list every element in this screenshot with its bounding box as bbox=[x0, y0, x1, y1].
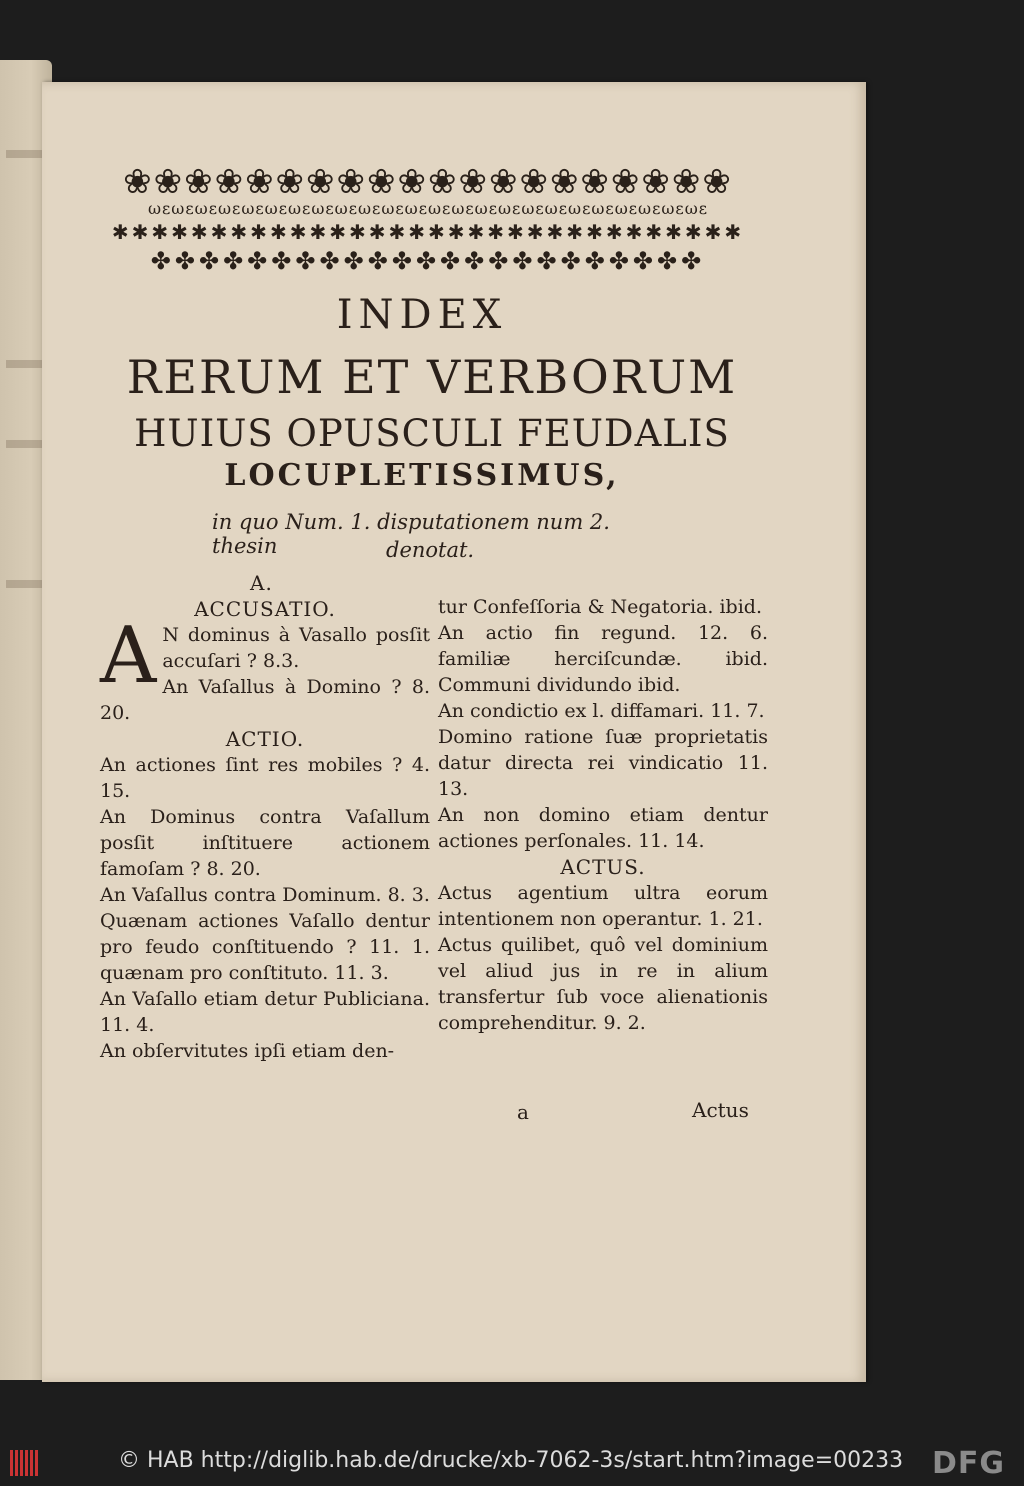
entry-actio-3: An Vaſallus contra Dominum. 8. 3. bbox=[100, 884, 430, 906]
entry-actio-5: An Vaſallo etiam detur Publiciana. 11. 4. bbox=[100, 988, 430, 1036]
signature-mark: a bbox=[517, 1100, 529, 1124]
title-index: INDEX bbox=[336, 292, 508, 338]
copyright-link[interactable]: © HAB http://diglib.hab.de/drucke/xb-7062-3s/start.htm?image=00233 bbox=[118, 1448, 904, 1473]
hab-logo-icon bbox=[10, 1450, 38, 1476]
right-column bbox=[438, 594, 768, 1036]
entry-text: N dominus à Vasallo posſit accuſari ? 8.3. bbox=[162, 624, 430, 672]
entry-actio-8: An condictio ex l. diffamari. 11. 7. bbox=[438, 700, 765, 722]
dfg-logo: DFG bbox=[932, 1446, 1006, 1481]
catchword: Actus bbox=[692, 1098, 749, 1122]
title-locupletissimus: LOCUPLETISSIMUS, bbox=[224, 458, 620, 493]
entry-actio-7: An actio fin regund. 12. 6. familiæ herciſcundæ. ibid. Communi dividundo ibid. bbox=[438, 622, 768, 696]
subtitle-line-1: in quo Num. 1. disputationem num 2. thesin bbox=[212, 510, 610, 558]
heading-accusatio: ACCUSATIO. bbox=[194, 597, 336, 621]
entry-actus-2: Actus quilibet, quô vel dominium vel aliud jus in re in alium transfertur ſub voce alienationis comprehenditur. 9. 2. bbox=[438, 934, 768, 1034]
entry-actio-1: An actiones ſint res mobiles ? 4. 15. bbox=[100, 754, 430, 802]
entry-actio-cont: tur Confeſſoria & Negatoria. ibid. bbox=[438, 596, 762, 618]
entry-actio-6: An obſervitutes ipſi etiam den- bbox=[100, 1040, 395, 1062]
ornament-stars-icon: ✱✱✱✱✱✱✱✱✱✱✱✱✱✱✱✱✱✱✱✱✱✱✱✱✱✱✱✱✱✱✱✱ bbox=[111, 220, 745, 244]
ornament-fleurons-icon: ✤✤✤✤✤✤✤✤✤✤✤✤✤✤✤✤✤✤✤✤✤✤✤ bbox=[150, 247, 706, 275]
left-column bbox=[100, 570, 430, 1064]
ornament-flowers-icon: ❀❀❀❀❀❀❀❀❀❀❀❀❀❀❀❀❀❀❀❀ bbox=[123, 162, 733, 202]
section-letter: A. bbox=[250, 571, 273, 595]
heading-actio: ACTIO. bbox=[225, 727, 305, 751]
title-rerum: RERUM ET VERBORUM bbox=[126, 350, 738, 404]
subtitle-line-2: denotat. bbox=[386, 538, 475, 562]
entry-actus-1: Actus agentium ultra eorum intentionem non operantur. 1. 21. bbox=[438, 882, 768, 930]
previous-page-mark bbox=[6, 360, 46, 368]
ornament-scroll-icon: ωεωεωεωεωεωεωεωεωεωεωεωεωεωεωεωεωεωεωεωεωεωεωεωε bbox=[147, 200, 709, 218]
previous-page-mark bbox=[6, 150, 46, 158]
title-huius: HUIUS OPUSCULI FEUDALIS bbox=[134, 412, 730, 455]
footer-bar bbox=[0, 1440, 1024, 1486]
entry-actio-2: An Dominus contra Vaſallum posſit inſtituere actionem famoſam ? 8. 20. bbox=[100, 806, 430, 880]
entry-actio-9: Domino ratione ſuæ proprietatis datur directa rei vindicatio 11. 13. bbox=[438, 726, 768, 800]
drop-cap: A bbox=[100, 611, 157, 701]
previous-page-mark bbox=[6, 580, 46, 588]
entry-actio-4: Quænam actiones Vaſallo dentur pro feudo conſtituendo ? 11. 1. quænam pro conſtituto. 11. 3. bbox=[100, 910, 430, 984]
previous-page-mark bbox=[6, 440, 46, 448]
book-page bbox=[42, 82, 866, 1382]
heading-actus: ACTUS. bbox=[560, 855, 646, 879]
entry-accusatio-2: An Vaſallus à Domino ? 8. 20. bbox=[100, 676, 430, 724]
entry-actio-10: An non domino etiam dentur actiones perſonales. 11. 14. bbox=[438, 804, 768, 852]
